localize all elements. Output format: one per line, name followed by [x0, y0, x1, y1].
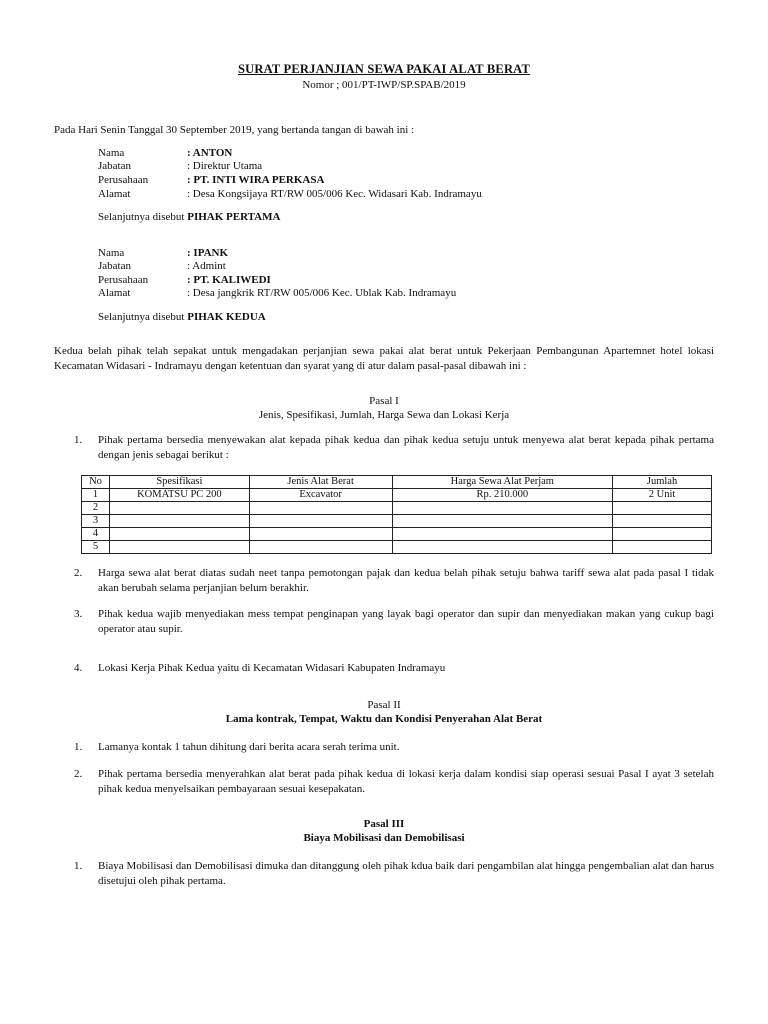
- article-2-subheading: Lama kontrak, Tempat, Waktu dan Kondisi Penyerahan Alat Berat: [225, 713, 543, 725]
- table-cell: Rp. 210.000: [392, 489, 613, 502]
- field-label: Alamat: [98, 287, 131, 299]
- table-cell: [249, 502, 392, 515]
- agreement-paragraph: Kedua belah pihak telah sepakat untuk mengadakan perjanjian sewa pakai alat berat untuk Pekerjaan Pembangunan Apartemnet hotel lokasi Kecamatan Widasari - Indramayu dengan ketentuan dan syarat yang di atur dalam pasal-pasal dibawah ini :: [54, 345, 714, 372]
- field-label: Perusahaan: [98, 174, 149, 186]
- document-title: SURAT PERJANJIAN SEWA PAKAI ALAT BERAT: [237, 62, 531, 76]
- intro-text: Pada Hari Senin Tanggal 30 September 2019, yang bertanda tangan di bawah ini :: [54, 124, 415, 136]
- item-number: 2.: [74, 567, 83, 579]
- table-cell: 3: [82, 515, 110, 528]
- table-cell: [392, 515, 613, 528]
- table-row: [82, 502, 712, 515]
- item-text: Pihak pertama bersedia menyerahkan alat berat pada pihak kedua di lokasi kerja dalam kondisi siap operasi sesuai Pasal I ayat 3 setelah pihak kedua menyelsaikan pembayaraan sesuai kesepakatan.: [98, 768, 714, 795]
- table-cell: [109, 528, 249, 541]
- item-text: Lokasi Kerja Pihak Kedua yaitu di Kecamatan Widasari Kabupaten Indramayu: [98, 662, 446, 674]
- table-cell: 4: [82, 528, 110, 541]
- table-row: [82, 541, 712, 554]
- item-text: Pihak kedua wajib menyediakan mess tempat penginapan yang layak bagi operator dan supir dan menyediakan makan yang cukup bagi operator atau supir.: [98, 608, 714, 635]
- item-text: Biaya Mobilisasi dan Demobilisasi dimuka dan ditanggung oleh pihak kdua baik dari pengambilan alat hingga pengembalian alat dan harus disetujui oleh pihak pertama.: [98, 860, 714, 887]
- item-number: 3.: [74, 608, 83, 620]
- designation-prefix: Selanjutnya disebut: [98, 211, 188, 223]
- document-number: Nomor ; 001/PT-IWP/SP.SPAB/2019: [302, 79, 466, 91]
- party-second-designation: [98, 311, 266, 323]
- table-cell: Excavator: [249, 489, 392, 502]
- table-cell: [613, 515, 712, 528]
- table-cell: [249, 528, 392, 541]
- party-first-designation: [98, 211, 280, 223]
- table-cell: [392, 528, 613, 541]
- article-1-heading: Pasal I: [369, 395, 399, 407]
- item-number: 2.: [74, 768, 83, 780]
- item-number: 1.: [74, 741, 83, 753]
- article-3-heading: Pasal III: [363, 818, 405, 830]
- table-header-row: [82, 476, 712, 489]
- item-number: 1.: [74, 860, 83, 872]
- table-cell: 2: [82, 502, 110, 515]
- field-value: : PT. KALIWEDI: [187, 274, 271, 286]
- field-value: : Desa Kongsijaya RT/RW 005/006 Kec. Widasari Kab. Indramayu: [187, 188, 482, 200]
- item-number: 1.: [74, 434, 83, 446]
- table-cell: [392, 502, 613, 515]
- table-cell: 5: [82, 541, 110, 554]
- field-label: Perusahaan: [98, 274, 149, 286]
- field-label: Alamat: [98, 188, 131, 200]
- header-jenis: Jenis Alat Berat: [249, 476, 392, 489]
- designation-prefix: Selanjutnya disebut: [98, 311, 188, 323]
- item-text: Harga sewa alat berat diatas sudah neet tanpa pemotongan pajak dan kedua belah pihak setuju bahwa tariff sewa alat pada pasal I tidak akan berubah selama perjanjian belum berakhir.: [98, 567, 714, 594]
- table-cell: [613, 528, 712, 541]
- field-label: Nama: [98, 147, 125, 159]
- field-value: : Admint: [187, 260, 226, 272]
- table-cell: [109, 541, 249, 554]
- article-1-subheading: Jenis, Spesifikasi, Jumlah, Harga Sewa dan Lokasi Kerja: [258, 409, 510, 421]
- header-spesifikasi: Spesifikasi: [109, 476, 249, 489]
- field-value: : Direktur Utama: [187, 160, 263, 172]
- table-row: [82, 489, 712, 502]
- field-label: Jabatan: [98, 160, 131, 172]
- table-cell: [249, 515, 392, 528]
- table-cell: [249, 541, 392, 554]
- table-cell: [613, 541, 712, 554]
- item-text: Pihak pertama bersedia menyewakan alat kepada pihak kedua dan pihak kedua setuju untuk menyewa alat berat kepada pihak pertama dengan jenis sebagai berikut :: [98, 434, 714, 461]
- item-number: 4.: [74, 662, 83, 674]
- article-2-heading: Pasal II: [367, 699, 401, 711]
- designation-name: PIHAK KEDUA: [187, 311, 266, 323]
- header-jumlah: Jumlah: [613, 476, 712, 489]
- field-value: : IPANK: [187, 247, 229, 259]
- equipment-table: [81, 475, 712, 554]
- table-cell: [613, 502, 712, 515]
- table-cell: [109, 515, 249, 528]
- field-value: : Desa jangkrik RT/RW 005/006 Kec. Ublak Kab. Indramayu: [187, 287, 457, 299]
- field-label: Nama: [98, 247, 125, 259]
- field-value: : PT. INTI WIRA PERKASA: [187, 174, 325, 186]
- header-no: No: [82, 476, 110, 489]
- table-cell: [392, 541, 613, 554]
- table-row: [82, 528, 712, 541]
- header-harga: Harga Sewa Alat Perjam: [392, 476, 613, 489]
- article-3-subheading: Biaya Mobilisasi dan Demobilisasi: [303, 832, 465, 844]
- table-cell: [109, 502, 249, 515]
- table-row: [82, 515, 712, 528]
- table-cell: 1: [82, 489, 110, 502]
- field-label: Jabatan: [98, 260, 131, 272]
- table-cell: KOMATSU PC 200: [109, 489, 249, 502]
- item-text: Lamanya kontak 1 tahun dihitung dari berita acara serah terima unit.: [98, 741, 400, 753]
- designation-name: PIHAK PERTAMA: [187, 211, 281, 223]
- field-value: : ANTON: [187, 147, 233, 159]
- table-cell: 2 Unit: [613, 489, 712, 502]
